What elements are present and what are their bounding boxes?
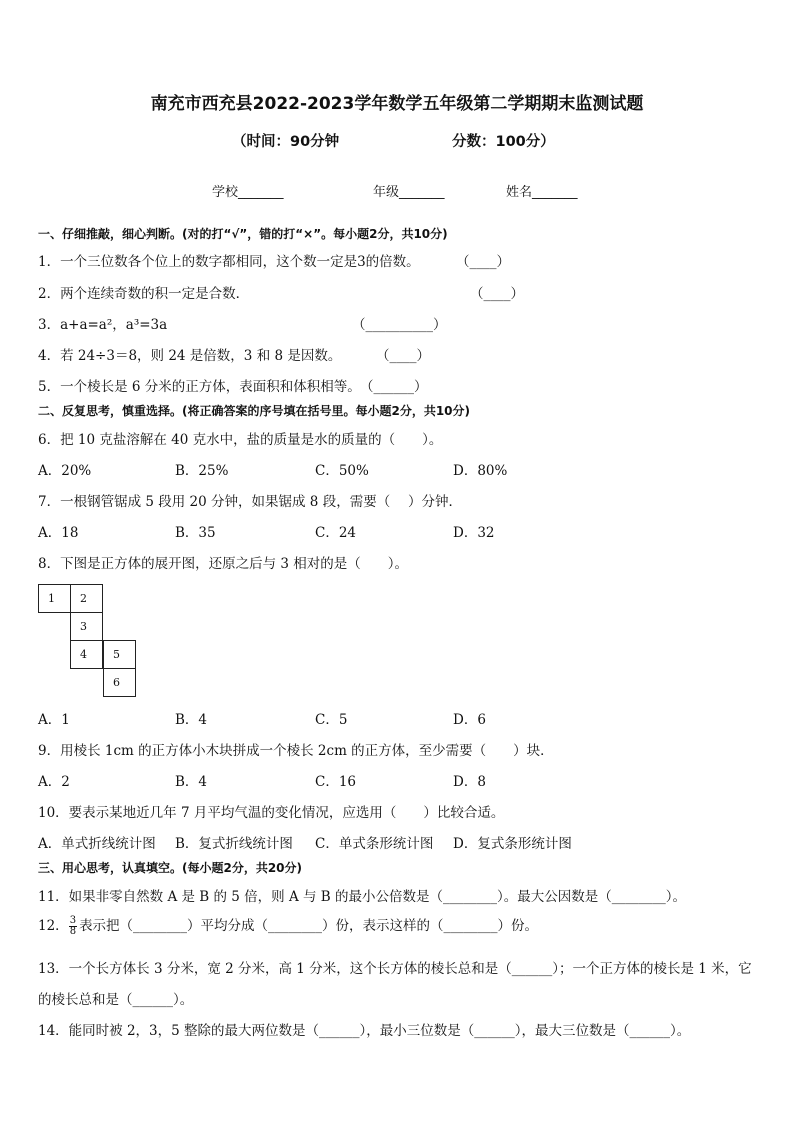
question-1: 1．一个三位数各个位上的数字都相同，这个数一定是3的倍数。 [38, 254, 420, 270]
q8-option-b: B．4 [175, 712, 208, 728]
q7-option-d: D．32 [453, 525, 495, 541]
q10-option-c: C．单式条形统计图 [315, 836, 434, 852]
fraction-three-eighths: $\frac{3}{8}$ [69, 915, 77, 937]
question-3: 3．a+a=a²，a³=3a [38, 317, 168, 333]
q8-option-a: A．1 [38, 712, 70, 728]
section-3-heading: 三、用心思考，认真填空。(每小题2分，共20分) [38, 861, 303, 875]
q10-option-d: D．复式条形统计图 [453, 836, 572, 852]
grade-field: 年级_______ [373, 185, 445, 200]
question-2-blank: （____） [470, 286, 524, 302]
question-1-blank: （____） [456, 254, 510, 270]
question-8: 8．下图是正方体的展开图，还原之后与 3 相对的是（ ）。 [38, 556, 409, 572]
question-3-blank: （__________） [352, 317, 447, 333]
section-1-heading: 一、仔细推敲，细心判断。(对的打“√”，错的打“×”。每小题2分，共10分) [38, 227, 448, 241]
question-14: 14．能同时被 2，3，5 整除的最大两位数是（______），最小三位数是（______），最大三位数是（______）。 [38, 1023, 691, 1039]
net-cell-4: 4 [70, 640, 103, 669]
question-13-line-2: 的棱长总和是（______）。 [38, 992, 194, 1008]
net-cell-6: 6 [103, 668, 136, 697]
net-cell-3: 3 [70, 612, 103, 641]
q9-option-d: D．8 [453, 774, 486, 790]
q7-option-a: A．18 [38, 525, 79, 541]
page-title: 南充市西充县2022-2023学年数学五年级第二学期期末监测试题 [150, 94, 644, 114]
question-12-number: 12． [38, 918, 69, 934]
exam-score: 分数：100分） [452, 134, 555, 150]
q10-option-b: B．复式折线统计图 [175, 836, 293, 852]
question-5-blank: （______） [360, 379, 428, 395]
question-6: 6．把 10 克盐溶解在 40 克水中，盐的质量是水的质量的（ ）。 [38, 432, 443, 448]
question-11: 11．如果非零自然数 A 是 B 的 5 倍，则 A 与 B 的最小公倍数是（________）。最大公因数是（________）。 [38, 889, 687, 905]
q6-option-b: B．25% [175, 463, 229, 479]
q9-option-c: C．16 [315, 774, 357, 790]
question-7: 7．一根钢管锯成 5 段用 20 分钟，如果锯成 8 段，需要（ ）分钟． [38, 494, 462, 510]
school-field: 学校_______ [212, 185, 284, 200]
q10-option-a: A．单式折线统计图 [38, 836, 156, 852]
question-4-blank: （____） [376, 348, 430, 364]
q8-option-d: D．6 [453, 712, 486, 728]
question-12 [38, 914, 538, 937]
question-12-text: 表示把（________）平均分成（________）份，表示这样的（________）份。 [79, 918, 539, 934]
q6-option-c: C．50% [315, 463, 369, 479]
net-cell-1: 1 [38, 584, 71, 613]
question-9: 9．用棱长 1cm 的正方体小木块拼成一个棱长 2cm 的正方体，至少需要（ ）块． [38, 743, 554, 759]
q9-option-b: B．4 [175, 774, 208, 790]
question-10: 10．要表示某地近几年 7 月平均气温的变化情况，应选用（ ）比较合适。 [38, 805, 505, 821]
net-cell-2: 2 [70, 584, 103, 613]
q7-option-c: C．24 [315, 525, 357, 541]
q6-option-a: A．20% [38, 463, 92, 479]
q8-option-c: C．5 [315, 712, 348, 728]
q6-option-d: D．80% [453, 463, 508, 479]
q9-option-a: A．2 [38, 774, 70, 790]
net-cell-5: 5 [103, 640, 136, 669]
exam-time: （时间：90分钟 [232, 134, 340, 150]
question-4: 4．若 24÷3＝8，则 24 是倍数，3 和 8 是因数。 [38, 348, 342, 364]
question-5: 5．一个棱长是 6 分米的正方体，表面积和体积相等。 [38, 379, 361, 395]
q7-option-b: B．35 [175, 525, 216, 541]
name-field: 姓名_______ [506, 185, 578, 200]
section-2-heading: 二、反复思考，慎重选择。(将正确答案的序号填在括号里。每小题2分，共10分) [38, 404, 471, 418]
question-13-line-1: 13．一个长方体长 3 分米，宽 2 分米，高 1 分米，这个长方体的棱长总和是（______）；一个正方体的棱长是 1 米，它 [38, 961, 752, 977]
question-2: 2．两个连续奇数的积一定是合数． [38, 286, 250, 302]
